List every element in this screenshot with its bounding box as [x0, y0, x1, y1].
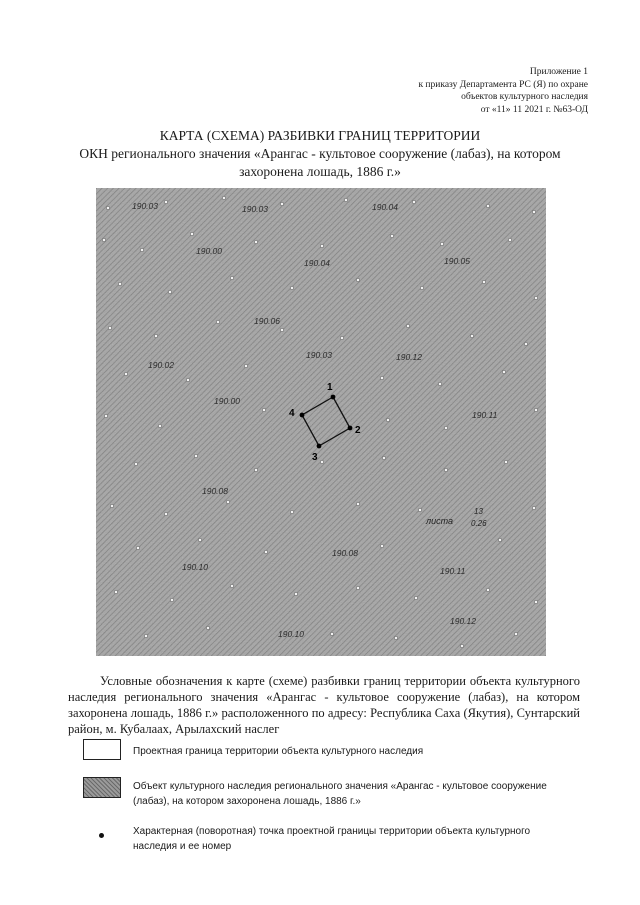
boundary-point: [331, 395, 336, 400]
survey-dot: [380, 376, 383, 379]
survey-dot: [280, 328, 283, 331]
survey-dot: [154, 334, 157, 337]
survey-dot: [534, 408, 537, 411]
survey-dot: [104, 414, 107, 417]
survey-dot: [114, 590, 117, 593]
survey-dot: [394, 636, 397, 639]
survey-dot: [290, 510, 293, 513]
survey-dot: [414, 596, 417, 599]
survey-dot: [444, 468, 447, 471]
boundary-point-label: 1: [327, 382, 333, 393]
survey-dot: [190, 232, 193, 235]
survey-dot: [136, 546, 139, 549]
survey-dot: [102, 238, 105, 241]
survey-dot: [118, 282, 121, 285]
survey-dot: [534, 296, 537, 299]
elevation-label: 190.12: [450, 616, 476, 626]
legend-boundary-symbol: [83, 739, 121, 760]
survey-dot: [534, 600, 537, 603]
survey-dot: [504, 460, 507, 463]
survey-dot: [170, 598, 173, 601]
survey-dot: [470, 334, 473, 337]
survey-dot: [294, 592, 297, 595]
survey-dot: [244, 364, 247, 367]
elevation-label: 190.03: [242, 204, 268, 214]
elevation-label: 190.08: [332, 548, 358, 558]
survey-dot: [382, 456, 385, 459]
survey-dot: [254, 468, 257, 471]
page-subtitle-line-1: ОКН регионального значения «Арангас - культовое сооружение (лабаз), на котором: [79, 146, 561, 161]
elevation-label: 190.00: [196, 246, 222, 256]
elevation-label: 190.11: [440, 566, 466, 576]
appendix-line: от «11» 11 2021 г. №63-ОД: [480, 104, 588, 115]
elevation-label: 190.06: [254, 316, 280, 326]
survey-dot: [226, 500, 229, 503]
survey-dot: [532, 506, 535, 509]
survey-dot: [108, 326, 111, 329]
territory-map: [96, 188, 546, 656]
survey-dot: [412, 200, 415, 203]
survey-dot: [186, 378, 189, 381]
boundary-point-label: 3: [312, 452, 318, 463]
elevation-label: 190.08: [202, 486, 228, 496]
survey-dot: [486, 588, 489, 591]
boundary-point-label: 2: [355, 425, 361, 436]
survey-dot: [280, 202, 283, 205]
boundary-point: [317, 444, 322, 449]
elevation-label: 190.02: [148, 360, 174, 370]
elevation-label: 190.00: [214, 396, 240, 406]
survey-dot: [514, 632, 517, 635]
page-subtitle-line-2: захоронена лошадь, 1886 г.»: [239, 164, 401, 179]
survey-dot: [444, 426, 447, 429]
scale-label-bottom: 0.26: [471, 519, 487, 528]
elevation-label: 190.10: [182, 562, 208, 572]
survey-dot: [124, 372, 127, 375]
survey-dot: [390, 234, 393, 237]
legend-point-symbol: [99, 833, 104, 838]
survey-dot: [356, 502, 359, 505]
boundary-point: [300, 413, 305, 418]
appendix-line: объектов культурного наследия: [461, 92, 588, 102]
survey-dot: [164, 200, 167, 203]
survey-dot: [498, 538, 501, 541]
survey-dot: [482, 280, 485, 283]
elevation-label: 190.03: [132, 201, 158, 211]
survey-dot: [440, 242, 443, 245]
survey-dot: [134, 462, 137, 465]
survey-dot: [222, 196, 225, 199]
survey-dot: [158, 424, 161, 427]
survey-dot: [486, 204, 489, 207]
survey-dot: [230, 276, 233, 279]
survey-dot: [140, 248, 143, 251]
elevation-label: 190.12: [396, 352, 422, 362]
page-title: КАРТА (СХЕМА) РАЗБИВКИ ГРАНИЦ ТЕРРИТОРИИ: [159, 128, 481, 143]
boundary-point-label: 4: [289, 408, 295, 419]
survey-dot: [194, 454, 197, 457]
survey-dot: [340, 336, 343, 339]
boundary-point: [348, 426, 353, 431]
legend-intro: Условные обозначения к карте (схеме) разбивки границ территории объекта культурного наследия регионального значения «Арангас - культовое сооружение (лабаз), на котором захоронена лошадь, 1886 г.» расположенного по адресу: Республика Саха (Якутия), Сунтарский район, м. Кубалаах, Арылахский наслег: [68, 674, 580, 736]
survey-dot: [356, 278, 359, 281]
legend-boundary-text: Проектная граница территории объекта культурного наследия: [133, 746, 424, 757]
survey-dot: [386, 418, 389, 421]
survey-dot: [106, 206, 109, 209]
survey-dot: [320, 244, 323, 247]
appendix-line: Приложение 1: [529, 67, 588, 77]
survey-dot: [418, 508, 421, 511]
appendix-header: [308, 66, 588, 116]
survey-dot: [144, 634, 147, 637]
survey-dot: [198, 538, 201, 541]
survey-dot: [508, 238, 511, 241]
elevation-label: 190.11: [472, 410, 498, 420]
survey-dot: [230, 584, 233, 587]
survey-dot: [524, 342, 527, 345]
survey-dot: [264, 550, 267, 553]
survey-dot: [262, 408, 265, 411]
legend-heritage-symbol: [83, 777, 121, 798]
survey-dot: [502, 370, 505, 373]
legend-heritage-text: Объект культурного наследия регионального значения «Арангас - культовое сооружение (лабаз), на котором захоронена лошадь, 1886 г.»: [133, 781, 547, 807]
survey-dot: [320, 460, 323, 463]
elevation-label: 190.04: [372, 202, 398, 212]
survey-dot: [420, 286, 423, 289]
elevation-label: 190.10: [278, 629, 304, 639]
survey-dot: [290, 286, 293, 289]
survey-dot: [532, 210, 535, 213]
survey-dot: [206, 626, 209, 629]
appendix-line: к приказу Департамента РС (Я) по охране: [418, 79, 588, 90]
survey-dot: [438, 382, 441, 385]
survey-dot: [164, 512, 167, 515]
survey-dot: [344, 198, 347, 201]
scale-label-top: 13: [474, 507, 483, 516]
survey-dot: [356, 586, 359, 589]
survey-dot: [110, 504, 113, 507]
elevation-label: 190.04: [304, 258, 330, 268]
elevation-label: 190.03: [306, 350, 332, 360]
survey-dot: [216, 320, 219, 323]
sheet-label: листа: [426, 516, 453, 526]
survey-dot: [380, 544, 383, 547]
survey-dot: [330, 632, 333, 635]
survey-dot: [168, 290, 171, 293]
legend-point-text: Характерная (поворотная) точка проектной границы территории объекта культурного наследия и ее номер: [133, 826, 531, 852]
survey-dot: [406, 324, 409, 327]
survey-dot: [254, 240, 257, 243]
elevation-label: 190.05: [444, 256, 470, 266]
survey-dot: [460, 644, 463, 647]
